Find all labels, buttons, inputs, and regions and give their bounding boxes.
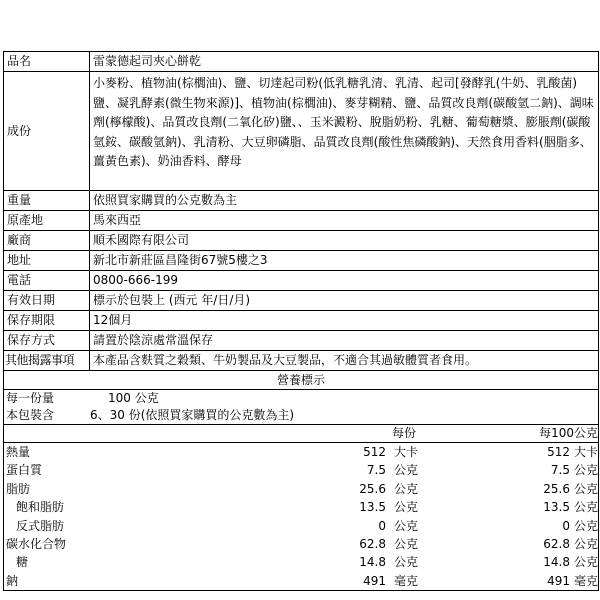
info-row-shelf-life [4,311,599,331]
info-value: 馬來西亞 [90,211,599,231]
nutrition-row [4,498,598,516]
info-label: 重量 [4,191,90,211]
nutrition-rows [4,443,598,590]
per-serving-value: 14.8 [359,555,386,570]
info-value: 12個月 [90,311,599,331]
nutrition-row [4,480,598,498]
nutrition-facts-panel [3,371,599,591]
info-row-phone [4,271,599,291]
per-serving-value: 0 [378,518,386,533]
per-100g-unit: 公克 [574,536,599,551]
per-serving-value: 512 [363,445,386,459]
info-label: 電話 [4,271,90,291]
info-label: 有效日期 [4,291,90,311]
nutrition-column-header [4,425,598,443]
info-value: 雷蒙德起司夾心餅乾 [90,52,599,72]
per-100g-value: 62.8 [543,536,570,551]
per-100g-value: 13.5 [543,500,570,515]
per-100g-unit: 公克 [574,555,599,570]
nutrient-name: 碳水化合物 [6,536,67,551]
per-serving-unit: 公克 [394,518,419,533]
info-row-weight [4,191,599,211]
per-100g-value: 14.8 [543,555,570,570]
per-serving-unit: 毫克 [394,573,419,588]
nutrition-row [4,461,598,479]
info-value: 順禾國際有限公司 [90,231,599,251]
info-value: 依照買家購買的公克數為主 [90,191,599,211]
per-serving-unit: 公克 [394,555,419,570]
info-label: 成份 [4,72,90,191]
info-value: 請置於陰涼處常溫保存 [90,331,599,351]
info-label: 品名 [4,52,90,72]
per-100g-unit: 大卡 [574,445,599,459]
per-100g-unit: 毫克 [574,573,599,588]
nutrient-name: 熱量 [6,445,31,459]
info-label: 地址 [4,251,90,271]
nutrient-name: 鈉 [6,573,19,588]
per-serving-unit: 公克 [394,536,419,551]
servings-per-package-line [4,407,598,425]
per-100g-header: 每100公克 [539,426,598,440]
nutrition-row [4,572,598,590]
per-serving-value: 7.5 [366,463,386,478]
nutrient-name: 脂肪 [6,481,31,496]
info-row-storage [4,331,599,351]
per-100g-value: 512 [547,445,570,459]
per-serving-unit: 大卡 [394,445,419,459]
per-100g-unit: 公克 [574,500,599,515]
per-serving-value: 491 [363,573,386,588]
nutrition-row [4,443,598,461]
nutrition-row [4,517,598,535]
per-serving-unit: 公克 [394,500,419,515]
per-100g-unit: 公克 [574,481,599,496]
product-label-sheet [0,51,600,591]
per-100g-unit: 公克 [574,518,599,533]
info-row-name [4,52,599,72]
info-label: 其他揭露事項 [4,351,90,371]
per-100g-value: 7.5 [550,463,570,478]
nutrition-title: 營養標示 [4,371,598,390]
per-100g-value: 25.6 [543,481,570,496]
nutrient-name: 糖 [16,555,29,570]
per-serving-value: 62.8 [359,536,386,551]
servings-per-package-label: 本包裝含 [6,408,55,422]
per-serving-value: 13.5 [359,500,386,515]
nutrition-row [4,535,598,553]
per-serving-value: 25.6 [359,481,386,496]
info-label: 原產地 [4,211,90,231]
info-label: 保存方式 [4,331,90,351]
serving-size-label: 每一份量 [6,391,55,405]
info-value: 0800-666-199 [90,271,599,291]
nutrient-name: 反式脂肪 [16,518,65,533]
per-100g-value: 0 [562,518,570,533]
info-label: 保存期限 [4,311,90,331]
per-serving-unit: 公克 [394,463,419,478]
nutrient-name: 飽和脂肪 [16,500,65,515]
info-label: 廠商 [4,231,90,251]
serving-size-line [4,390,598,407]
info-row-origin [4,211,599,231]
info-value: 小麥粉、植物油(棕櫚油)、鹽、切達起司粉(低乳糖乳清、乳清、起司[發酵乳(牛奶、乳酸菌)鹽、凝乳酵素(微生物來源)]、植物油(棕櫚油)、麥芽糊精、鹽、品質改良劑(碳酸氫二鈉)、調味劑(檸檬酸)、品質改良劑(二氧化矽)鹽、、玉米澱粉、脫脂奶粉、乳糖、葡萄糖漿、膨脹劑(碳酸氫銨、碳酸氫鈉)、乳清粉、大豆卵磷脂、品質改良劑(酸性焦磷酸鈉)、天然食用香料(胭脂多、薑黃色素)、奶油香料、酵母 [90,72,599,191]
info-row-ingredients [4,72,599,191]
nutrient-name: 蛋白質 [6,463,43,478]
per-serving-unit: 公克 [394,481,419,496]
per-100g-value: 491 [547,573,570,588]
info-row-address [4,251,599,271]
info-row-expiry [4,291,599,311]
per-100g-unit: 公克 [574,463,599,478]
product-info-table [3,51,599,371]
serving-size-value: 100 公克 [108,391,159,405]
per-serving-header: 每份 [391,426,416,440]
info-value: 新北市新莊區昌隆街67號5樓之3 [90,251,599,271]
info-value: 本產品含麩質之穀類、牛奶製品及大豆製品，不適合其過敏體質者食用。 [90,351,599,371]
info-row-manufacturer [4,231,599,251]
servings-per-package-value: 6、30 份(依照買家購買的公克數為主) [90,408,295,422]
info-row-disclosure [4,351,599,371]
info-value: 標示於包裝上 (西元 年/日/月) [90,291,599,311]
nutrition-row [4,553,598,571]
